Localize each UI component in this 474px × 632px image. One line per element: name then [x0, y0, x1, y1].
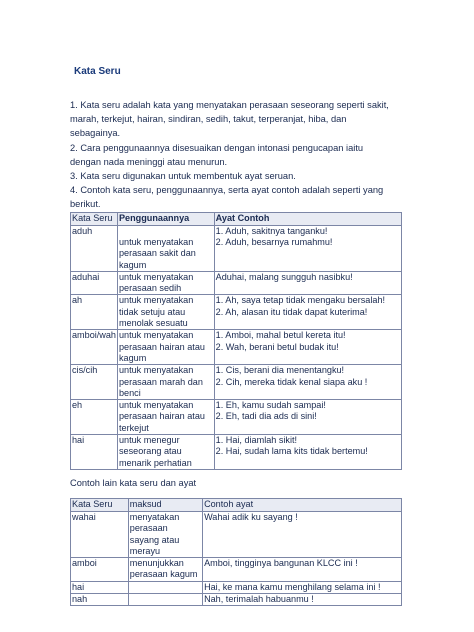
cell-kata: cis/cih [71, 365, 118, 400]
cell-ayat [214, 435, 401, 470]
note-line: sebagainya. [70, 128, 121, 139]
cell-line: menunjukkan [129, 558, 184, 569]
cell-line: perasaan sakit dan [118, 248, 196, 259]
note-line: berikut. [70, 199, 101, 210]
contoh-lain-table [70, 498, 402, 606]
cell-line: 2. Ah, alasan itu tidak dapat kuterima! [215, 306, 368, 317]
cell-line: untuk menyatakan [118, 295, 194, 306]
table-header-row [71, 499, 402, 512]
cell-ayat [214, 226, 401, 272]
table-row [71, 581, 402, 593]
header-kata-seru: Kata Seru [71, 213, 118, 226]
table-row [71, 594, 402, 606]
cell-ayat: Wahai adik ku sayang ! [203, 512, 402, 558]
cell-line: 1. Ah, saya tetap tidak mengaku bersalah! [215, 295, 386, 306]
table-row [71, 365, 402, 400]
cell-kata: amboi/wah [71, 330, 118, 365]
cell-line: 2. Eh, tadi dia ads di sini! [215, 411, 317, 422]
cell-penggunaan [117, 330, 214, 365]
cell-line: 2. Wah, berani betul budak itu! [215, 341, 339, 352]
cell-ayat [214, 330, 401, 365]
cell-penggunaan [117, 271, 214, 295]
cell-line: 1. Aduh, sakitnya tanganku! [215, 226, 328, 236]
cell-line: 2. Cih, mereka tidak kenal siapa aku ! [215, 376, 368, 387]
table-header-row [71, 213, 402, 226]
table-row [71, 295, 402, 330]
cell-line: tidak setuju atau [118, 306, 186, 317]
cell-kata: eh [71, 400, 118, 435]
cell-line: merayu [129, 545, 161, 556]
section-caption: Contoh lain kata seru dan ayat [70, 478, 197, 488]
header-maksud: maksud [128, 499, 202, 512]
cell-ayat [214, 271, 401, 295]
cell-line: 2. Hai, sudah lama kits tidak bertemu! [215, 446, 368, 457]
cell-line: perasaan kagum [129, 569, 198, 580]
table-row [71, 558, 402, 582]
cell-kata: aduhai [71, 271, 118, 295]
cell-ayat: Nah, terimalah habuanmu ! [203, 594, 402, 606]
cell-maksud [128, 594, 202, 606]
cell-kata: hai [71, 435, 118, 470]
table-row [71, 226, 402, 272]
cell-line: 1. Hai, diamlah sikit! [215, 435, 298, 446]
cell-line: 1. Cis, berani dia menentangku! [215, 365, 345, 376]
note-line: 3. Kata seru digunakan untuk membentuk ayat seruan. [70, 171, 296, 182]
cell-line: untuk menyatakan [118, 237, 194, 247]
cell-penggunaan [117, 365, 214, 400]
cell-line: untuk menyatakan [118, 365, 194, 376]
cell-ayat: Amboi, tingginya bangunan KLCC ini ! [203, 558, 402, 582]
cell-ayat [214, 365, 401, 400]
cell-line: perasaan [129, 523, 168, 534]
header-penggunaannya: Penggunaannya [117, 213, 214, 226]
cell-maksud [128, 512, 202, 558]
cell-line: kagum [118, 352, 147, 363]
kata-seru-table [70, 212, 402, 470]
header-ayat-contoh: Ayat Contoh [214, 213, 401, 226]
table-row [71, 435, 402, 470]
note-line: dengan nada meninggi atau menurun. [70, 156, 228, 167]
cell-line: 2. Aduh, besarnya rumahmu! [215, 237, 333, 248]
cell-line: terkejut [118, 422, 149, 433]
cell-line: untuk menyatakan [118, 400, 194, 411]
cell-penggunaan [117, 435, 214, 470]
cell-kata: wahai [71, 512, 129, 558]
table-row [71, 512, 402, 558]
cell-line: menarik perhatian [118, 457, 192, 468]
cell-kata: hai [71, 581, 129, 593]
cell-line: 1. Amboi, mahal betul kereta itu! [215, 330, 346, 341]
cell-maksud [128, 558, 202, 582]
cell-kata: nah [71, 594, 129, 606]
table-row [71, 400, 402, 435]
cell-kata: amboi [71, 558, 129, 582]
cell-line: perasaan sedih [118, 283, 182, 294]
cell-line: untuk menegur [118, 435, 180, 446]
cell-penggunaan [117, 295, 214, 330]
header-contoh-ayat: Contoh ayat [203, 499, 402, 512]
cell-line: perasaan hairan atau [118, 411, 205, 422]
cell-line: menyatakan [129, 512, 180, 522]
cell-line: untuk menyatakan [118, 271, 194, 282]
cell-line: perasaan marah dan [118, 376, 203, 387]
note-line: marah, terkejut, hairan, sindiran, sedih, takut, terperanjat, hiba, dan [70, 114, 347, 125]
table-row [71, 271, 402, 295]
cell-ayat [214, 295, 401, 330]
note-line: 4. Contoh kata seru, penggunaannya, serta ayat contoh adalah seperti yang [70, 185, 384, 196]
cell-line: seseorang atau [118, 446, 182, 457]
cell-ayat: Hai, ke mana kamu menghilang selama ini ! [203, 581, 402, 593]
cell-line: untuk menyatakan [118, 330, 194, 341]
cell-line: 1. Eh, kamu sudah sampai! [215, 400, 326, 411]
cell-maksud [128, 581, 202, 593]
cell-ayat [214, 400, 401, 435]
cell-line: kagum [118, 259, 147, 270]
cell-line: benci [118, 387, 141, 398]
cell-kata: aduh [71, 226, 118, 272]
header-kata-seru: Kata Seru [71, 499, 129, 512]
notes-list [70, 98, 410, 212]
cell-penggunaan [117, 226, 214, 272]
cell-penggunaan [117, 400, 214, 435]
cell-line: Aduhai, malang sungguh nasibku! [215, 271, 353, 282]
note-line: 1. Kata seru adalah kata yang menyatakan perasaan seseorang seperti sakit, [70, 100, 389, 110]
cell-line: perasaan hairan atau [118, 341, 205, 352]
cell-line: menolak sesuatu [118, 318, 188, 329]
note-line: 2. Cara penggunaannya disesuaikan dengan intonasi pengucapan iaitu [70, 142, 364, 153]
cell-kata: ah [71, 295, 118, 330]
cell-line: sayang atau [129, 534, 180, 545]
page-title: Kata Seru [74, 66, 121, 77]
table-row [71, 330, 402, 365]
